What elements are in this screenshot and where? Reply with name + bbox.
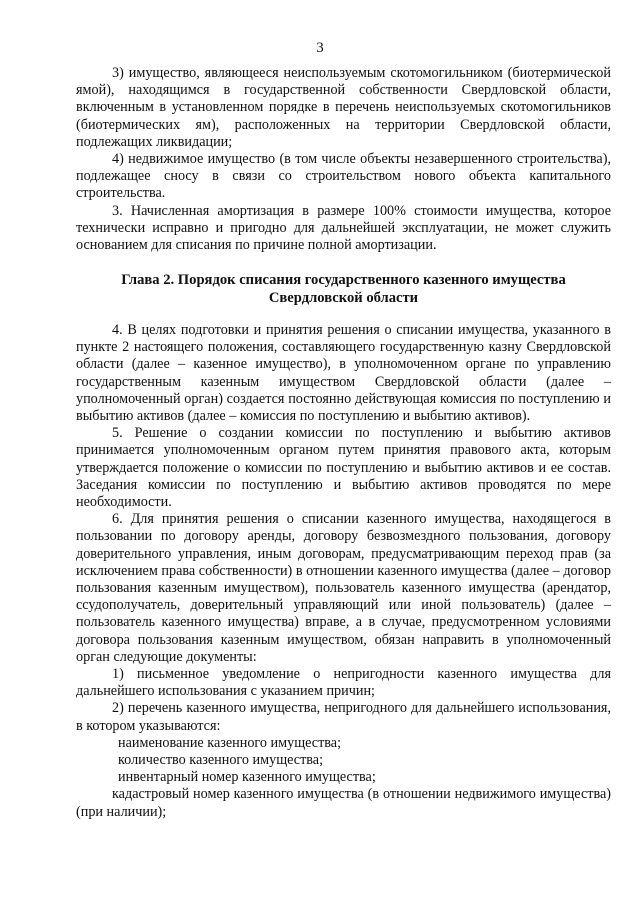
paragraph-item-3: 3) имущество, являющееся неиспользуемым скотомогильником (биотермической ямой), находящимся в государственной собственности Свердловской области, включенным в установленном порядке в перечень неиспользуемых скотомогильников (биотермических ям), расположенных на территории Свердловской области, подлежащих ликвидации;	[76, 65, 611, 150]
paragraph-item-4: 4) недвижимое имущество (в том числе объекты незавершенного строительства), подлежащее сносу в связи со строительством нового объекта капитального строительства.	[76, 151, 611, 202]
paragraph-clause-3: 3. Начисленная амортизация в размере 100% стоимости имущества, которое технически исправно и пригодно для дальнейшей эксплуатации, не может служить основанием для списания по причине полной амортизации.	[76, 202, 611, 254]
page-number: 3	[316, 40, 324, 56]
paragraph-cadastral-number: кадастровый номер казенного имущества (в отношении недвижимого имущества) (при наличии);	[76, 786, 611, 820]
section-items-continued	[76, 65, 611, 254]
paragraph-clause-4: 4. В целях подготовки и принятия решения о списании имущества, указанного в пункте 2 настоящего положения, составляющего государственную казну Свердловской области (далее – казенное имущество), в уполномоченном органе по управлению государственным казенным имуществом Свердловской области (далее – уполномоченный орган) создается постоянно действующая комиссия по поступлению и выбытию активов (далее – комиссия по поступлению и выбытию активов).	[76, 322, 611, 425]
list-item: количество казенного имущества;	[118, 752, 324, 769]
paragraph-clause-5: 5. Решение о создании комиссии по поступлению и выбытию активов принимается уполномоченным органом путем принятия правового акта, которым утверждается положение о комиссии по поступлению и выбытию активов и ее состав. Заседания комиссии по поступлению и выбытию активов проводятся по мере необходимости.	[76, 425, 611, 511]
paragraph-subitem-2: 2) перечень казенного имущества, непригодного для дальнейшего использования, в котором указываются:	[76, 700, 611, 734]
paragraph-subitem-1: 1) письменное уведомление о непригодности казенного имущества для дальнейшего использования с указанием причин;	[76, 666, 611, 700]
chapter-heading	[76, 271, 611, 307]
chapter-title-line-2: Свердловской области	[268, 290, 419, 306]
list-item: инвентарный номер казенного имущества;	[118, 769, 376, 786]
list-item: наименование казенного имущества;	[118, 734, 342, 751]
chapter-title-line-1: Глава 2. Порядок списания государственного казенного имущества	[121, 272, 566, 288]
chapter-body	[76, 322, 611, 821]
paragraph-clause-6: 6. Для принятия решения о списании казенного имущества, находящегося в пользовании по договору аренды, договору безвозмездного пользования, договору доверительного управления, иным договорам, предусматривающим переход прав (за исключением права собственности) в отношении казенного имущества (далее – договор пользования казенным имуществом), пользователь казенного имущества (арендатор, ссудополучатель, доверительный управляющий или иной пользователь) (далее – пользователь казенного имущества) вправе, а в случае, предусмотренном условиями договора пользования казенным имуществом, обязан направить в уполномоченный орган следующие документы:	[76, 511, 611, 665]
